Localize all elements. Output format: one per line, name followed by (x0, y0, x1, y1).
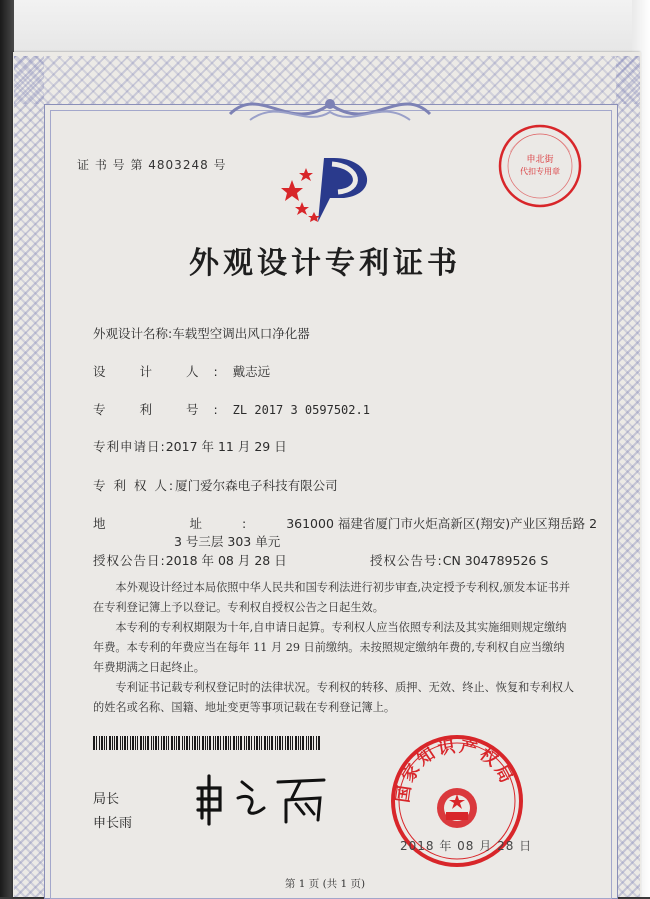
decorative-border-left (14, 56, 44, 897)
design-name-label: 外观设计名称: (93, 326, 173, 341)
patent-number-label: 专 利 号: (93, 402, 233, 417)
chief-title: 局长 (93, 792, 120, 807)
svg-text:代扣专用章: 代扣专用章 (520, 167, 560, 176)
body-paragraph-2: 本专利的专利权期限为十年,自申请日起算。专利权人应当依照专利法及其实施细则规定缴纳年费。本专利的年费应当在每年 11 月 29 日前缴纳。未按照规定缴纳年费的,专利权自应当缴纳年费期满之日起终止。 (93, 621, 567, 674)
filing-date-value: 2017 年 11 月 29 日 (165, 439, 287, 454)
patent-number-value: ZL 2017 3 0597502.1 (232, 403, 370, 417)
address-row (93, 514, 597, 532)
certificate-number-value: 4803248 号 (148, 158, 227, 172)
certificate-title: 外观设计专利证书 (189, 246, 461, 281)
designer-label: 设 计 人: (93, 364, 233, 379)
seal-date: 2018 年 08 月 28 日 (400, 839, 533, 853)
barcode-icon (93, 736, 323, 750)
body-paragraph-1: 本外观设计经过本局依照中华人民共和国专利法进行初步审查,决定授予专利权,颁发本证书并在专利登记簿上予以登记。专利权自授权公告之日起生效。 (93, 581, 571, 614)
grant-number-row (370, 551, 548, 569)
design-name-value: 车载型空调出风口净化器 (172, 326, 310, 341)
scroll-ornament-icon (220, 84, 440, 134)
body-paragraph-3: 专利证书记载专利权登记时的法律状况。专利权的转移、质押、无效、终止、恢复和专利权人的姓名或名称、国籍、地址变更等事项记载在专利登记簿上。 (93, 681, 575, 714)
grant-date-label: 授权公告日: (93, 553, 166, 568)
grant-number-label: 授权公告号: (370, 553, 443, 568)
filing-date-label: 专利申请日: (93, 439, 166, 454)
scan-background-top (0, 0, 650, 55)
agency-seal-stamp-icon (496, 122, 584, 210)
cnipa-logo-icon (272, 150, 382, 230)
grant-date-row (93, 551, 287, 569)
grant-number-value: CN 304789526 S (442, 553, 549, 568)
filing-date-row (93, 437, 287, 455)
svg-text:申北街: 申北街 (526, 155, 554, 165)
patentee-row (93, 476, 338, 494)
certificate-body (93, 578, 575, 718)
designer-value: 戴志远 (232, 364, 271, 379)
patentee-label: 专 利 权 人: (93, 478, 176, 493)
seal-arc-text: 国家知识产权局 (393, 736, 518, 804)
design-name-row (93, 324, 310, 342)
patent-number-row (93, 400, 370, 418)
handwritten-signature-icon (192, 768, 342, 828)
address-line2-row (174, 532, 280, 550)
certificate-number-label: 证 书 号 第 (77, 158, 144, 172)
decorative-border-right (616, 56, 640, 897)
scan-background-left (0, 0, 14, 897)
page-number: 第 1 页 (共 1 页) (284, 878, 366, 890)
address-value-line1: 361000 福建省厦门市火炬高新区(翔安)产业区翔岳路 2 (286, 516, 598, 531)
address-label: 地 址: (93, 516, 287, 531)
patentee-value: 厦门爱尔森电子科技有限公司 (175, 478, 338, 493)
certificate-number (77, 156, 227, 173)
address-value-line2: 3 号三层 303 单元 (174, 534, 281, 549)
grant-date-value: 2018 年 08 月 28 日 (165, 553, 287, 568)
designer-row (93, 362, 270, 380)
chief-name: 申长雨 (93, 816, 133, 831)
